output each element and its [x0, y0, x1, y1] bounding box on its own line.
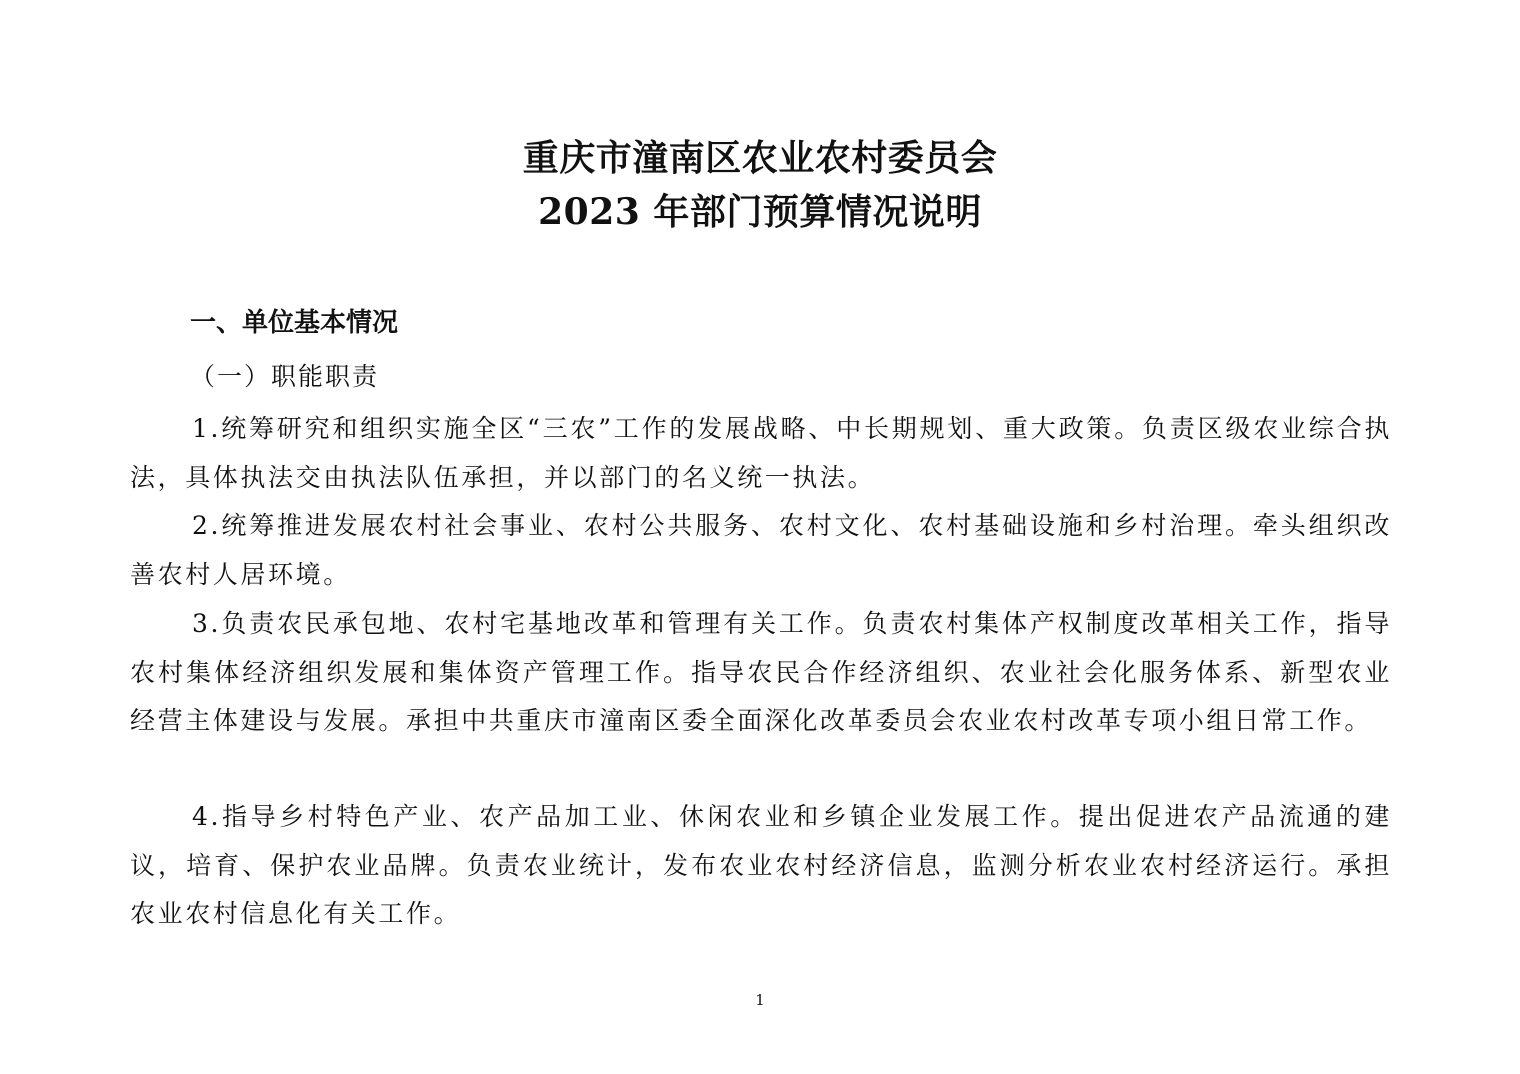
sub-heading: （一）职能职责 — [190, 362, 380, 391]
document-title-line2: 2023 年部门预算情况说明 — [538, 191, 982, 233]
section-heading: 一、单位基本情况 — [190, 308, 399, 338]
paragraph-2: 2.统筹推进发展农村社会事业、农村公共服务、农村文化、农村基础设施和乡村治理。牵头组织改善农村人居环境。 — [130, 511, 1392, 589]
paragraph-1: 1.统筹研究和组织实施全区“三农”工作的发展战略、中长期规划、重大政策。负责区级农业综合执法，具体执法交由执法队伍承担，并以部门的名义统一执法。 — [130, 414, 1392, 492]
document-title-line1: 重庆市潼南区农业农村委员会 — [522, 137, 998, 179]
paragraph-4: 4.指导乡村特色产业、农产品加工业、休闲农业和乡镇企业发展工作。提出促进农产品流通的建议，培育、保护农业品牌。负责农业统计，发布农业农村经济信息，监测分析农业农村经济运行。承担农业农村信息化有关工作。 — [130, 802, 1392, 928]
page-number: 1 — [755, 991, 765, 1009]
paragraph-3: 3.负责农民承包地、农村宅基地改革和管理有关工作。负责农村集体产权制度改革相关工作，指导农村集体经济组织发展和集体资产管理工作。指导农民合作经济组织、农业社会化服务体系、新型农业经营主体建设与发展。承担中共重庆市潼南区委全面深化改革委员会农业农村改革专项小组日常工作。 — [130, 609, 1392, 735]
